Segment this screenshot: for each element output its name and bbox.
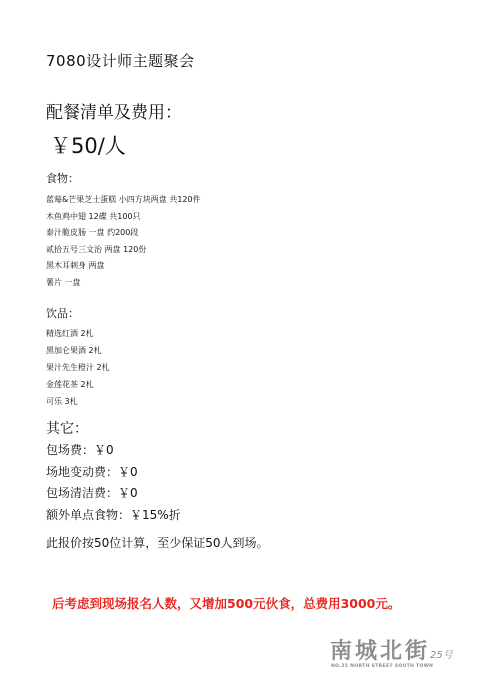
quote-note: 此报价按50位计算，至少保证50人到场。 <box>46 536 269 550</box>
other-fees-list <box>46 440 181 526</box>
drink-item: 果汁先生橙汁 2札 <box>46 363 110 372</box>
price-per-person: ￥50/人 <box>50 134 126 158</box>
drink-item: 精选红酒 2札 <box>46 329 94 338</box>
total-cost-highlight: 后考虑到现场报名人数，又增加500元伙食，总费用3000元。 <box>52 596 401 611</box>
fee-item: 场地变动费：￥0 <box>46 464 138 479</box>
fee-item: 包场清洁费：￥0 <box>46 486 138 500</box>
food-item: 黑木耳刺身 两盘 <box>46 261 105 270</box>
drinks-list <box>46 325 110 410</box>
food-heading: 食物： <box>46 172 79 185</box>
fee-item: 额外单点食物：￥15%折 <box>46 507 181 522</box>
food-item: 蓝莓&芒果芝士蛋糕 小四方块两盘 共120件 <box>46 195 201 204</box>
drinks-heading: 饮品： <box>46 307 79 320</box>
logo-name: 南城北街 <box>330 638 431 664</box>
food-item: 泰汁脆皮肠 一盘 约200段 <box>46 228 139 237</box>
food-item: 木鱼鸡中翅 12碟 共100只 <box>46 211 141 221</box>
fee-item: 包场费：￥0 <box>46 443 114 457</box>
drink-item: 黑加仑果酒 2札 <box>46 346 102 355</box>
drink-item: 金莲花茶 2札 <box>46 380 94 389</box>
section-title: 配餐清单及费用： <box>46 103 182 123</box>
food-item: 贰拾五号三文治 两盘 120份 <box>46 244 147 254</box>
other-heading: 其它： <box>46 421 88 437</box>
food-list <box>46 192 201 291</box>
logo-number: 25号 <box>430 650 453 661</box>
drink-item: 可乐 3札 <box>46 397 78 406</box>
logo-tagline: NO.25 NORTH STREET SOUTH TOWN <box>331 664 434 669</box>
brand-logo <box>330 634 460 674</box>
food-item: 薯片 一盘 <box>46 277 81 287</box>
document-title: 7080设计师主题聚会 <box>46 52 195 70</box>
